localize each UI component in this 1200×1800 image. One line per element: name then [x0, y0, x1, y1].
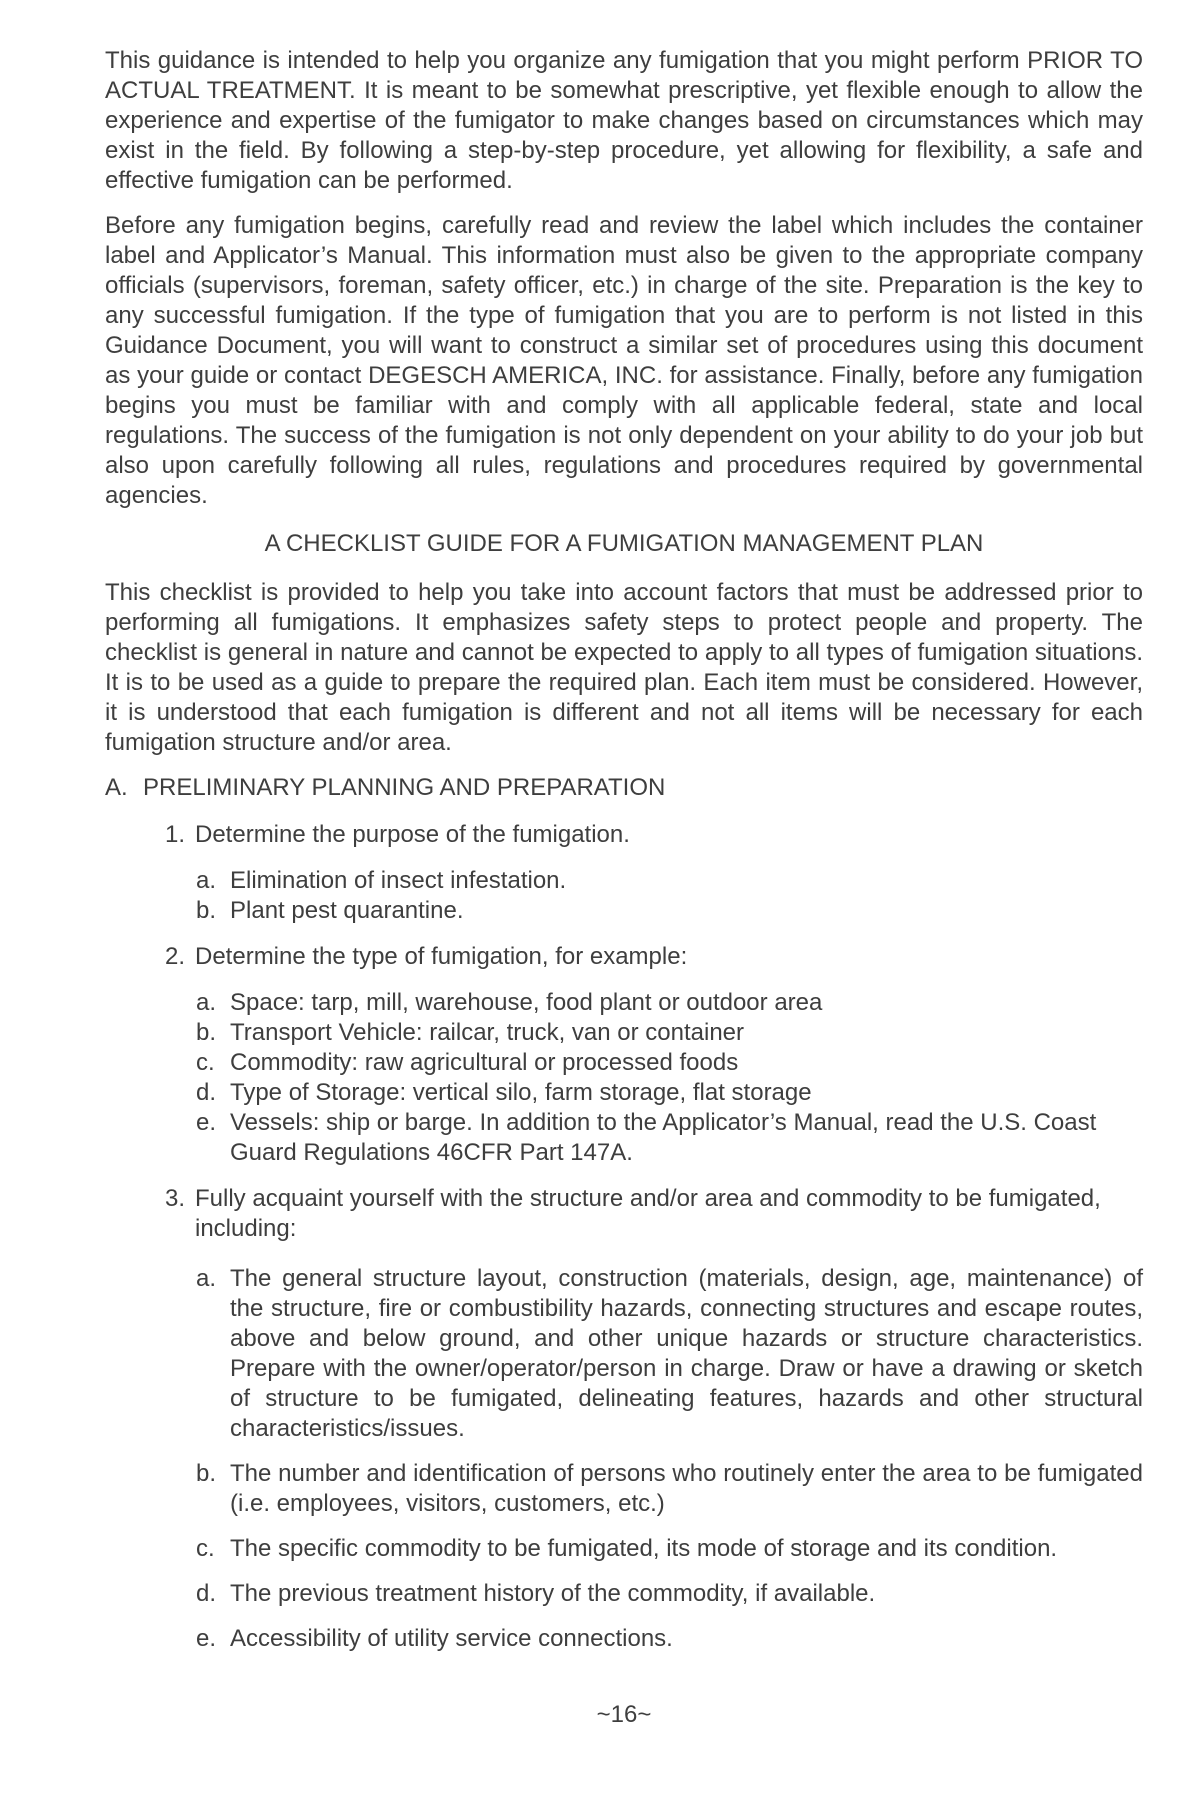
list-item-1-text: Determine the purpose of the fumigation.: [195, 821, 630, 848]
list-item-1b: [196, 896, 1143, 926]
list-item-3a-letter: a.: [196, 1265, 217, 1292]
list-item-3d-text: The previous treatment history of the commodity, if available.: [230, 1580, 876, 1607]
section-a-label: A.: [105, 774, 128, 801]
list-item-2b-letter: b.: [196, 1019, 217, 1046]
list-item-3a: [196, 1264, 1143, 1444]
list-item-2b-text: Transport Vehicle: railcar, truck, van or container: [230, 1019, 745, 1046]
checklist-paragraph: This checklist is provided to help you take into account factors that must be addressed prior to performing all fumigations. It emphasizes safety steps to protect people and property. The checklist is general in nature and cannot be expected to apply to all types of fumigation situations. It is to be used as a guide to prepare the required plan. Each item must be considered. However, it is understood that each fumigation is different and not all items will be necessary for each fumigation structure and/or area.: [105, 579, 1143, 756]
list-item-2c: [196, 1048, 1143, 1078]
list-item-2d-text: Type of Storage: vertical silo, farm storage, flat storage: [230, 1079, 812, 1106]
list-item-2d: [196, 1078, 1143, 1108]
list-item-3a-text: The general structure layout, construction (materials, design, age, maintenance) of the structure, fire or combustibility hazards, connecting structures and escape routes, above and below ground, and other unique hazards or structure characteristics. Prepare with the owner/operator/person in charge. Draw or have a drawing or sketch of structure to be fumigated, delineating features, hazards and other structural characteristics/issues.: [230, 1265, 1143, 1442]
list-item-2a: [196, 988, 1143, 1018]
list-item-2d-letter: d.: [196, 1079, 217, 1106]
list-item-3e: [196, 1624, 1143, 1654]
list-item-2e: [196, 1108, 1143, 1168]
intro-paragraph-1: This guidance is intended to help you organize any fumigation that you might perform PRIOR TO ACTUAL TREATMENT. It is meant to be somewhat prescriptive, yet flexible enough to allow the experience and expertise of the fumigator to make changes based on circumstances which may exist in the field. By following a step-by-step procedure, yet allowing for flexibility, a safe and effective fumigation can be performed.: [105, 47, 1143, 194]
list-item-2e-letter: e.: [196, 1109, 217, 1136]
intro-paragraph-2: Before any fumigation begins, carefully read and review the label which includes the container label and Applicator’s Manual. This information must also be given to the appropriate company officials (supervisors, foreman, safety officer, etc.) in charge of the site. Preparation is the key to any successful fumigation. If the type of fumigation that you are to perform is not listed in this Guidance Document, you will want to construct a similar set of procedures using this document as your guide or contact DEGESCH AMERICA, INC. for assistance. Finally, before any fumigation begins you must be familiar with and comply with all applicable federal, state and local regulations. The success of the fumigation is not only dependent on your ability to do your job but also upon carefully following all rules, regulations and procedures required by governmental agencies.: [105, 212, 1143, 509]
list-item-1b-letter: b.: [196, 897, 217, 924]
list-item-3c-text: The specific commodity to be fumigated, its mode of storage and its condition.: [230, 1535, 1058, 1562]
list-item-1a: [196, 866, 1143, 896]
list-1-subitems: [105, 866, 1143, 926]
list-item-2b: [196, 1018, 1143, 1048]
list-item-1a-letter: a.: [196, 867, 217, 894]
list-item-1b-text: Plant pest quarantine.: [230, 897, 464, 924]
list-item-2: [165, 942, 1113, 972]
page-number: ~16~: [596, 1701, 652, 1728]
list-item-1-number: 1.: [165, 821, 186, 848]
list-item-3e-letter: e.: [196, 1625, 217, 1652]
list-item-3b: [196, 1459, 1143, 1519]
list-item-3c-letter: c.: [196, 1535, 215, 1562]
list-item-3d-letter: d.: [196, 1580, 217, 1607]
list-item-2c-letter: c.: [196, 1049, 215, 1076]
list-item-1: [165, 820, 1113, 850]
list-item-2-number: 2.: [165, 943, 186, 970]
list-item-3-text: Fully acquaint yourself with the structure and/or area and commodity to be fumigated, including:: [195, 1185, 1101, 1242]
list-item-3c: [196, 1534, 1143, 1564]
section-a-heading: [105, 773, 1143, 803]
list-item-2c-text: Commodity: raw agricultural or processed foods: [230, 1049, 739, 1076]
list-item-2a-text: Space: tarp, mill, warehouse, food plant or outdoor area: [230, 989, 823, 1016]
list-item-3-number: 3.: [165, 1185, 186, 1212]
section-a-heading-text: PRELIMINARY PLANNING AND PREPARATION: [143, 774, 666, 801]
list-2-subitems: [105, 988, 1143, 1168]
list-item-2e-text: Vessels: ship or barge. In addition to the Applicator’s Manual, read the U.S. Coast Guard Regulations 46CFR Part 147A.: [230, 1109, 1097, 1166]
list-item-2a-letter: a.: [196, 989, 217, 1016]
list-item-2-text: Determine the type of fumigation, for example:: [195, 943, 688, 970]
list-3-subitems: [105, 1264, 1143, 1654]
list-item-3b-letter: b.: [196, 1460, 217, 1487]
list-item-3e-text: Accessibility of utility service connections.: [230, 1625, 673, 1652]
list-item-1a-text: Elimination of insect infestation.: [230, 867, 567, 894]
list-item-3d: [196, 1579, 1143, 1609]
list-item-3: [165, 1184, 1113, 1244]
checklist-title: A CHECKLIST GUIDE FOR A FUMIGATION MANAGEMENT PLAN: [264, 530, 984, 557]
list-item-3b-text: The number and identification of persons who routinely enter the area to be fumigated (i.e. employees, visitors, customers, etc.): [230, 1460, 1143, 1517]
